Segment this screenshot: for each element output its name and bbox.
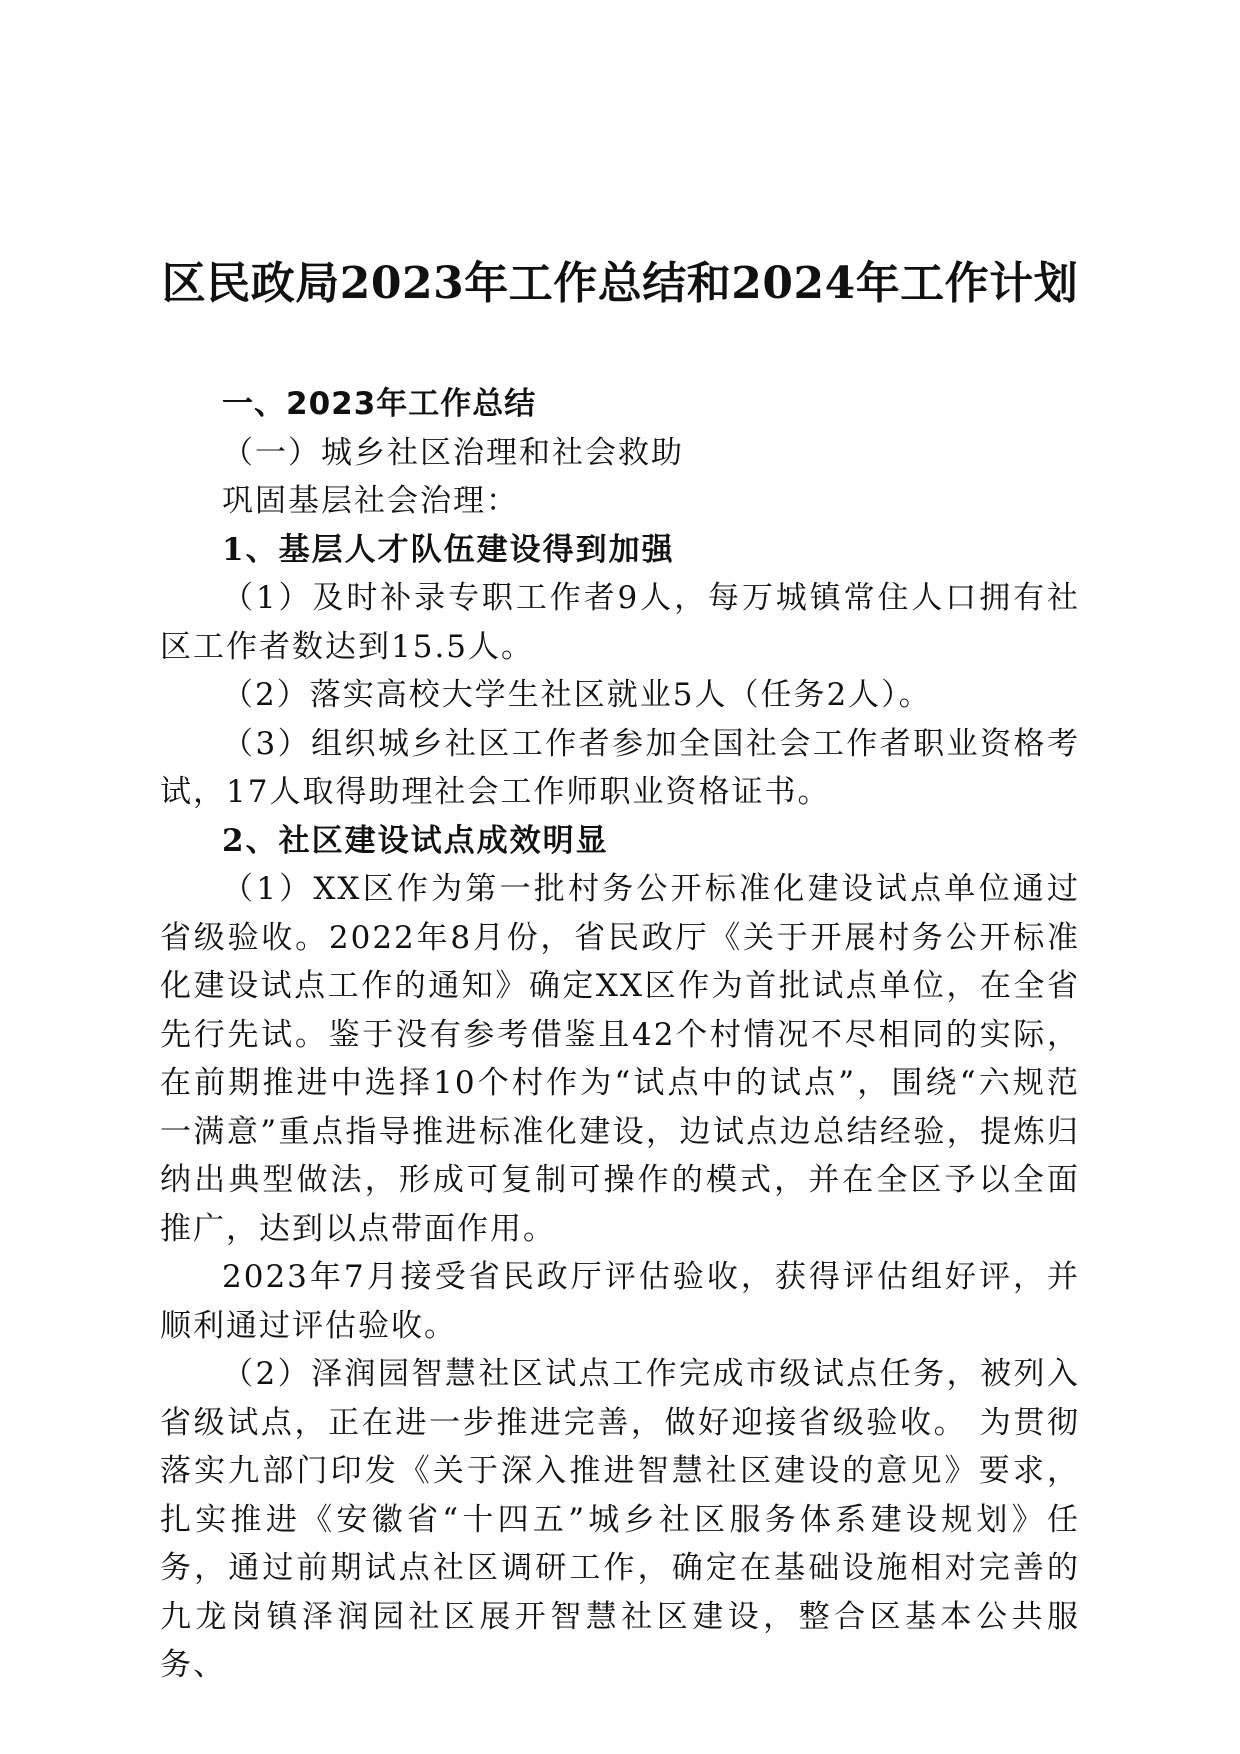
paragraph-grassroots-governance: 巩固基层社会治理： xyxy=(222,483,519,519)
document-body xyxy=(160,380,1080,1690)
paragraph-pilot-evaluation: 2023年7月接受省民政厅评估验收，获得评估组好评，并顺利通过评估验收。 xyxy=(160,1259,1080,1344)
paragraph-pilot-1: （1）XX区作为第一批村务公开标准化建设试点单位通过省级验收。2022年8月份，省民政厅《关于开展村务公开标准化建设试点工作的通知》确定XX区作为首批试点单位，在全省先行先试。鉴于没有参考借鉴且42个村情况不尽相同的实际，在前期推进中选择10个村作为“试点中的试点”，围绕“六规范一满意”重点指导推进标准化建设，边试点边总结经验，提炼归纳出典型做法，形成可复制可操作的模式，并在全区予以全面推广，达到以点带面作用。 xyxy=(160,871,1080,1247)
document-title: 区民政局2023年工作总结和2024年工作计划 xyxy=(161,258,1079,309)
paragraph-talent-2: （2）落实高校大学生社区就业5人（任务2人）。 xyxy=(222,677,932,713)
paragraph-pilot-2: （2）泽润园智慧社区试点工作完成市级试点任务，被列入省级试点，正在进一步推进完善，做好迎接省级验收。 为贯彻落实九部门印发《关于深入推进智慧社区建设的意见》要求，扎实推进《安徽省“十四五”城乡社区服务体系建设规划》任务，通过前期试点社区调研工作，确定在基础设施相对完善的九龙岗镇泽润园社区展开智慧社区建设，整合区基本公共服务、 xyxy=(160,1356,1080,1683)
paragraph-talent-1: （1）及时补录专职工作者9人，每万城镇常住人口拥有社区工作者数达到15.5人。 xyxy=(160,580,1080,665)
item-heading-community-pilot: 2、社区建设试点成效明显 xyxy=(222,822,609,859)
paragraph-talent-3: （3）组织城乡社区工作者参加全国社会工作者职业资格考试，17人取得助理社会工作师职业资格证书。 xyxy=(160,725,1080,810)
subsection-heading-community-governance: （一）城乡社区治理和社会救助 xyxy=(222,434,684,471)
item-heading-talent-team: 1、基层人才队伍建设得到加强 xyxy=(222,531,675,568)
section-heading-2023-summary: 一、2023年工作总结 xyxy=(222,386,537,422)
